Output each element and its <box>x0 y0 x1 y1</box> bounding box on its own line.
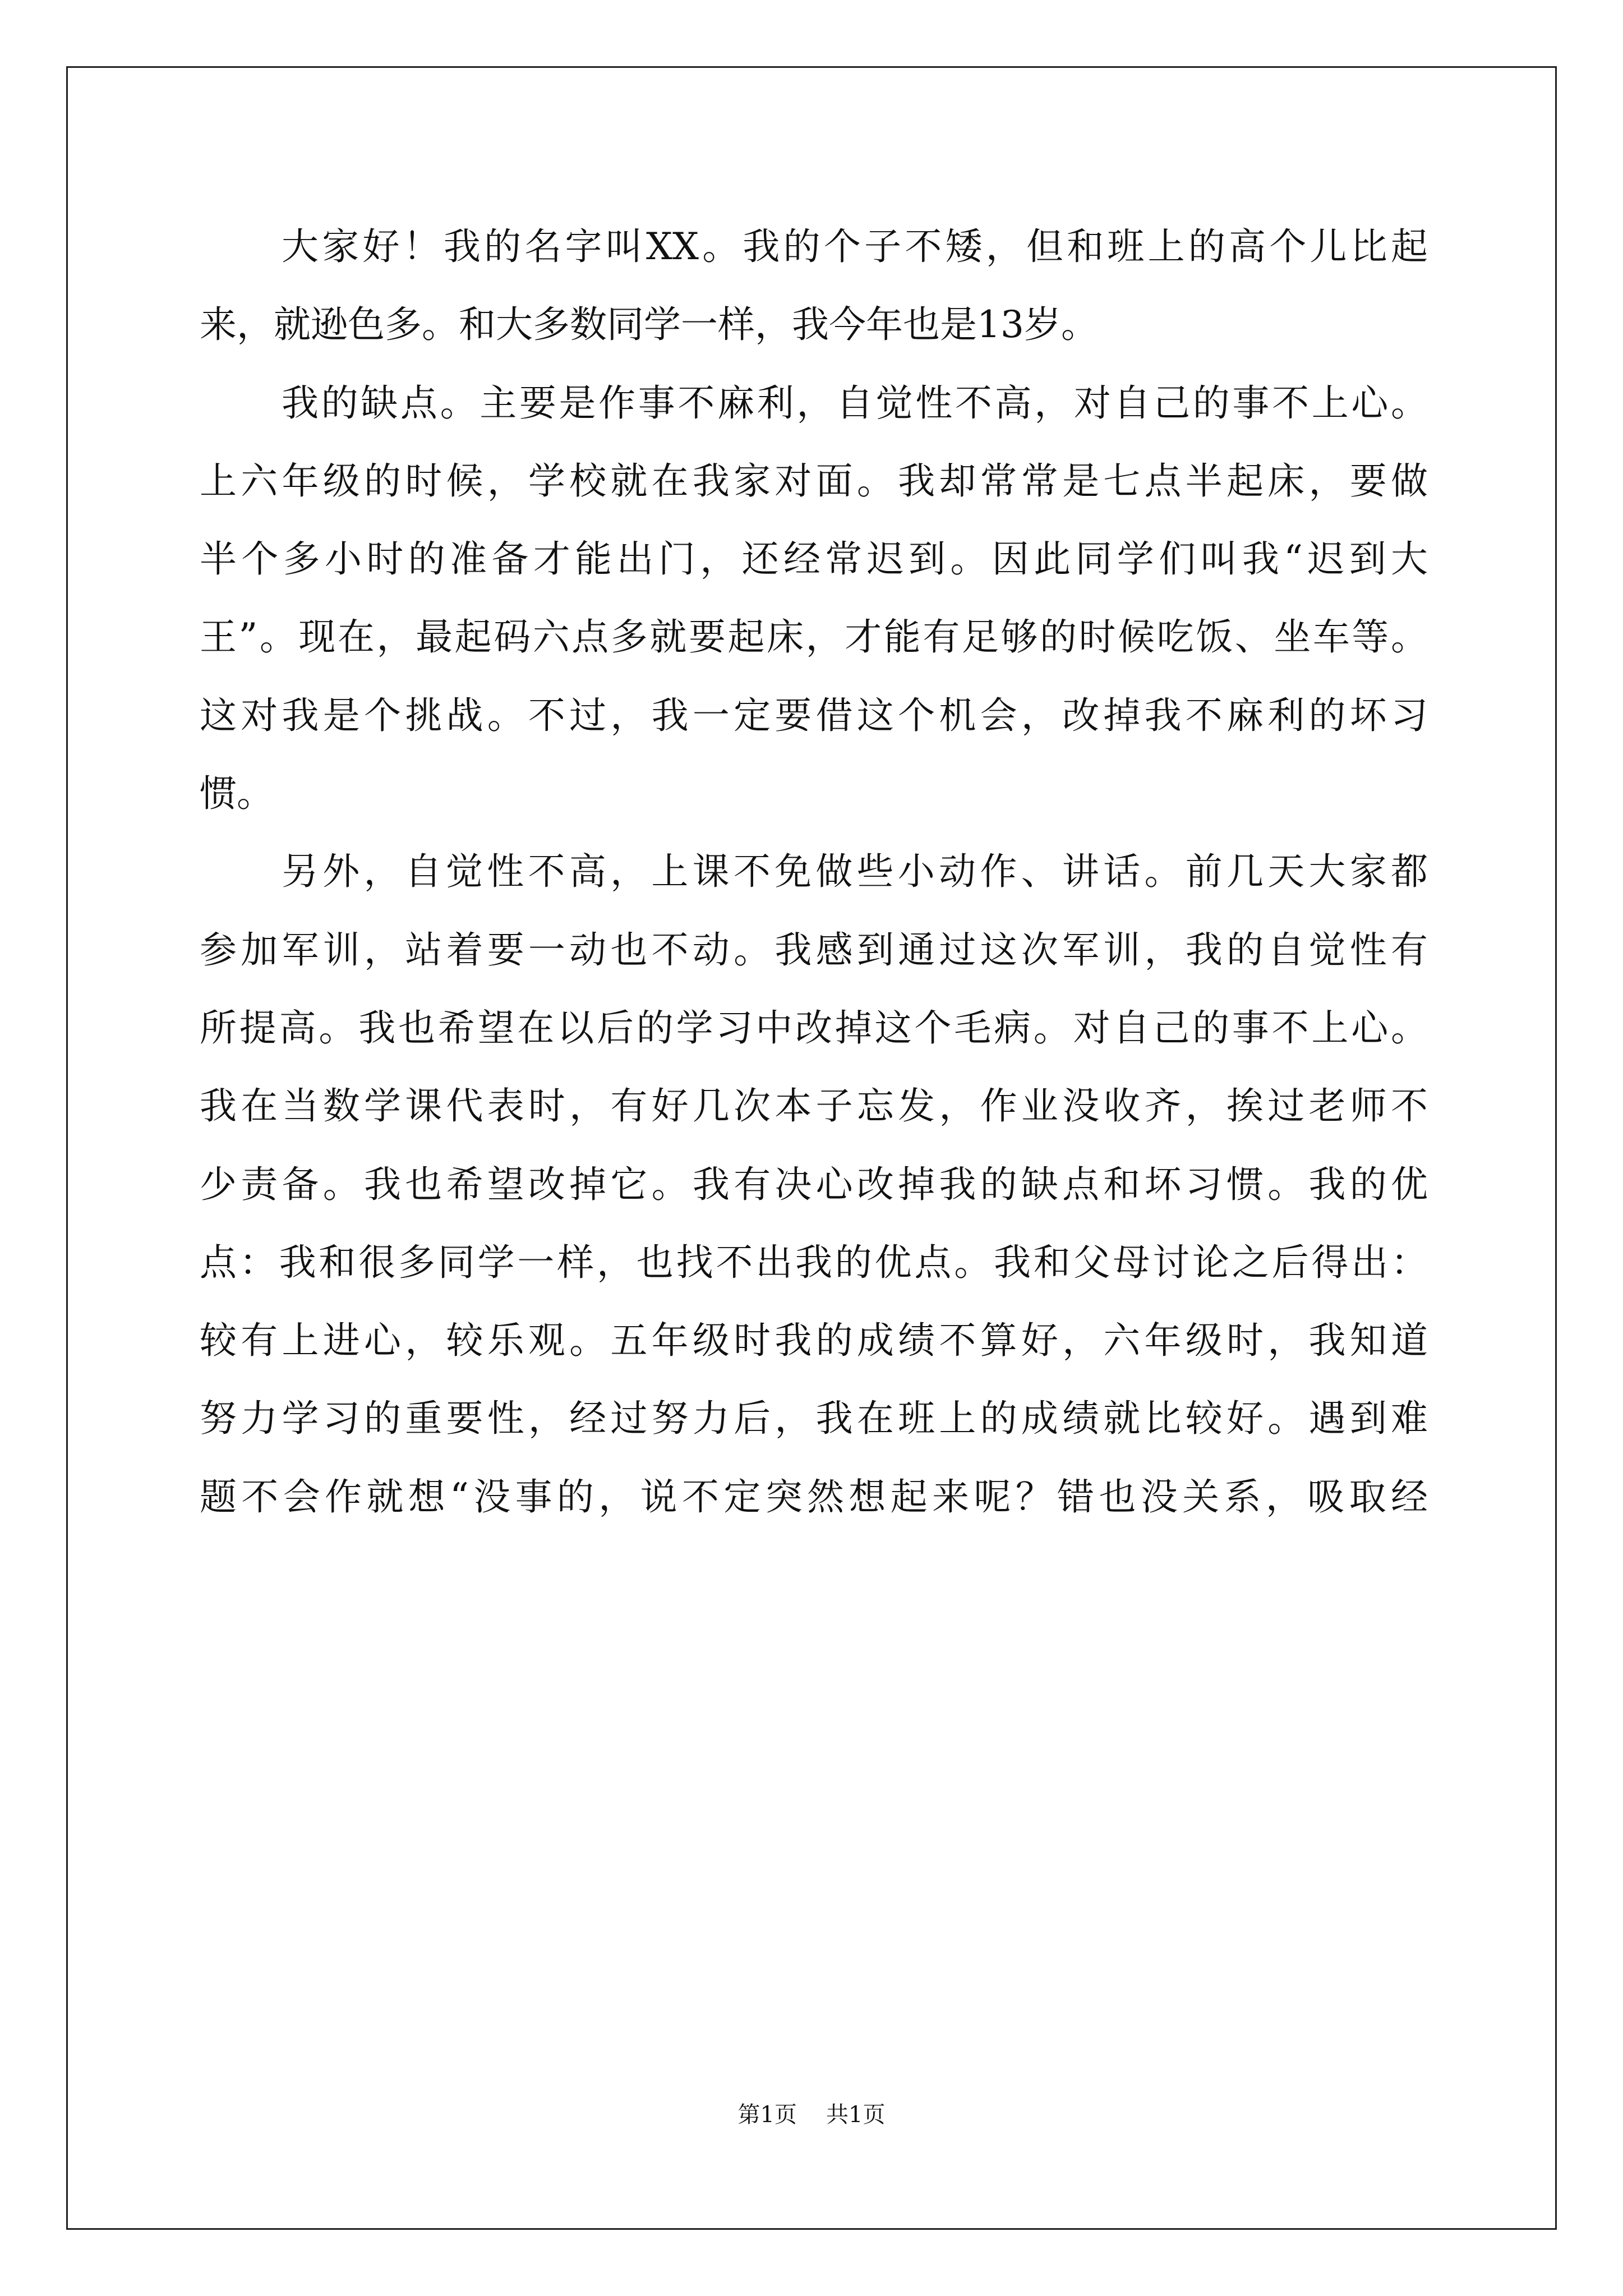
text-line: 所提高。我也希望在以后的学习中改掉这个毛病。对自己的事不上心。 <box>200 1006 1428 1050</box>
text-line: 努力学习的重要性，经过努力后，我在班上的成绩就比较好。遇到难 <box>200 1397 1428 1441</box>
text-line: 半个多小时的准备才能出门，还经常迟到。因此同学们叫我“迟到大 <box>200 537 1428 581</box>
text-line: 王”。现在，最起码六点多就要起床，才能有足够的时候吃饭、坐车等。 <box>200 615 1428 659</box>
text-line: 点：我和很多同学一样，也找不出我的优点。我和父母讨论之后得出： <box>200 1240 1428 1284</box>
page-total: 共1页 <box>826 2102 886 2128</box>
text-line: 大家好！我的名字叫XX。我的个子不矮，但和班上的高个儿比起 <box>282 225 1428 268</box>
page-number: 第1页 <box>737 2102 797 2128</box>
text-line: 上六年级的时候，学校就在我家对面。我却常常是七点半起床，要做 <box>200 459 1428 503</box>
text-line: 另外，自觉性不高，上课不免做些小动作、讲话。前几天大家都 <box>282 850 1428 894</box>
text-line: 惯。 <box>200 772 274 816</box>
text-line: 我的缺点。主要是作事不麻利，自觉性不高，对自己的事不上心。 <box>282 381 1428 425</box>
text-line: 题不会作就想“没事的，说不定突然想起来呢？错也没关系，吸取经 <box>200 1475 1428 1519</box>
document-body <box>200 208 1428 1536</box>
text-line: 较有上进心，较乐观。五年级时我的成绩不算好，六年级时，我知道 <box>200 1319 1428 1363</box>
text-line: 这对我是个挑战。不过，我一定要借这个机会，改掉我不麻利的坏习 <box>200 693 1428 737</box>
text-line: 我在当数学课代表时，有好几次本子忘发，作业没收齐，挨过老师不 <box>200 1084 1428 1128</box>
page-footer <box>0 2098 1623 2132</box>
text-line: 少责备。我也希望改掉它。我有决心改掉我的缺点和坏习惯。我的优 <box>200 1162 1428 1206</box>
text-line: 来，就逊色多。和大多数同学一样，我今年也是13岁。 <box>200 303 1098 347</box>
text-line: 参加军训，站着要一动也不动。我感到通过这次军训，我的自觉性有 <box>200 928 1428 972</box>
